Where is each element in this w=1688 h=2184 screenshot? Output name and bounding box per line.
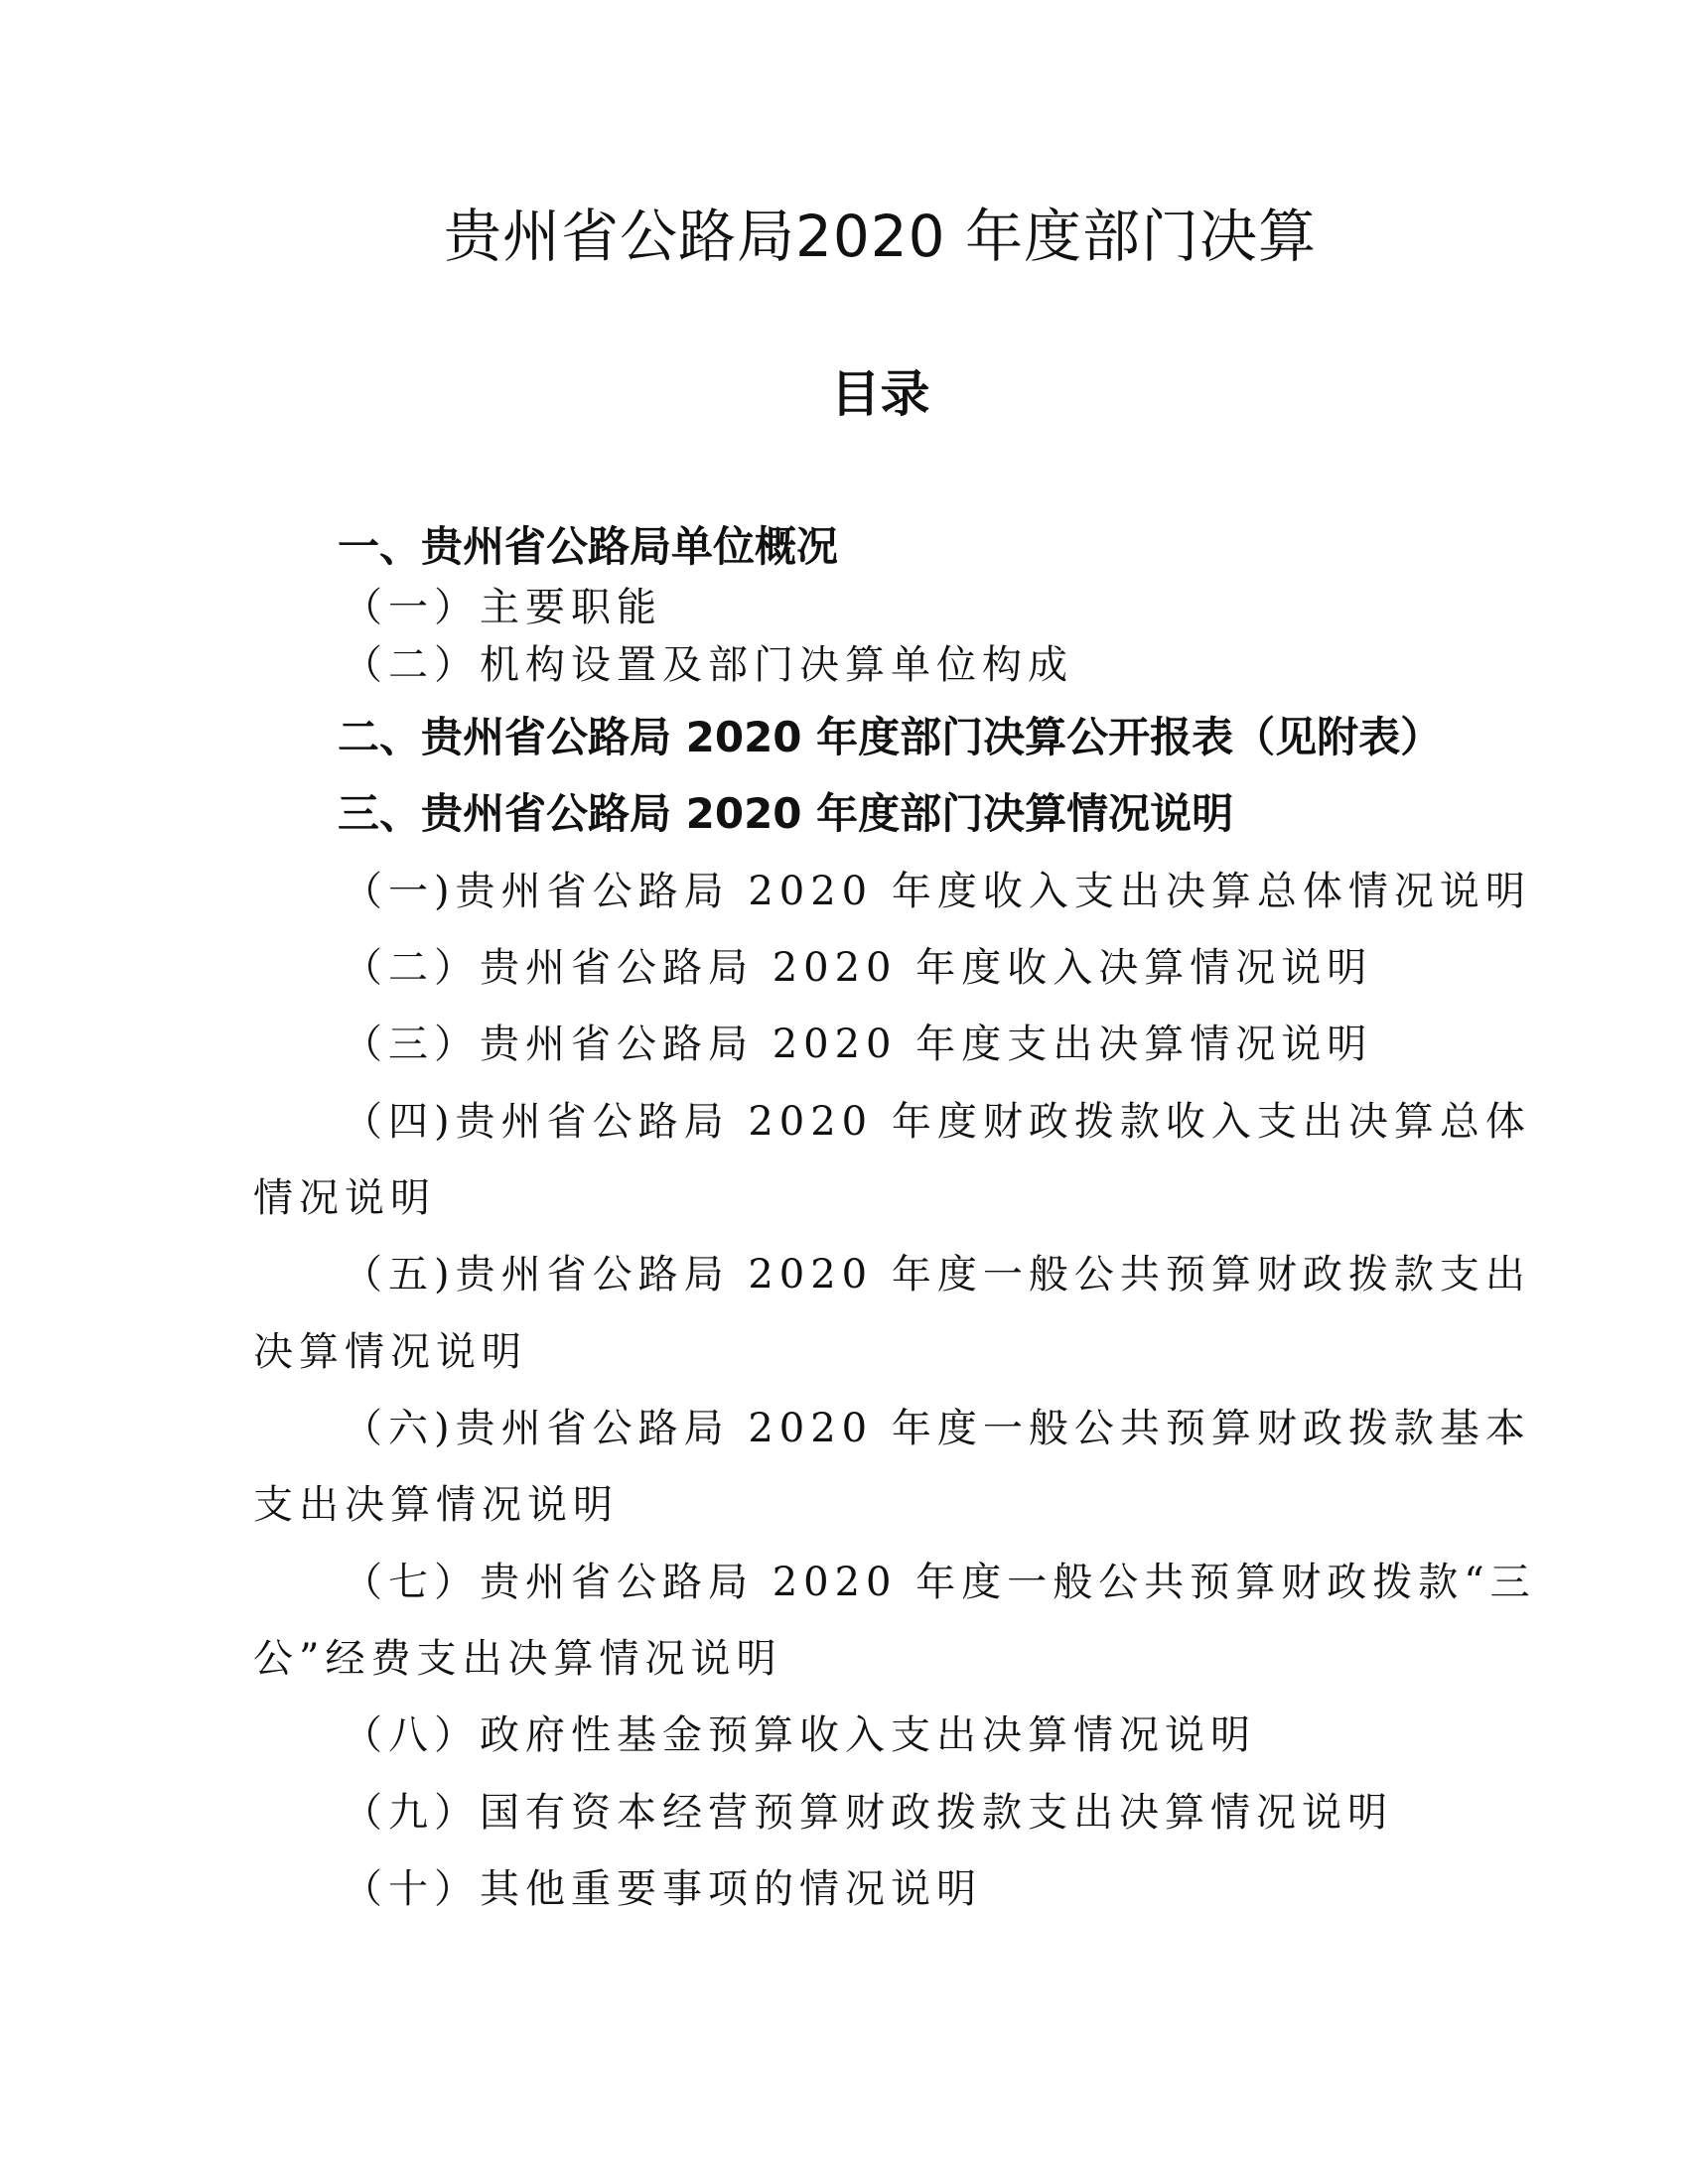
toc-item-3-4-continued[interactable]: 情况说明: [253, 1175, 436, 1221]
toc-section-3[interactable]: 三、贵州省公路局 2020 年度部门决算情况说明: [338, 789, 1234, 838]
toc-item-3-5-continued[interactable]: 决算情况说明: [253, 1329, 527, 1375]
toc-heading: 目录: [830, 365, 930, 423]
toc-item-3-9[interactable]: （九）国有资本经营预算财政拨款支出决算情况说明: [343, 1790, 1393, 1836]
toc-item-3-8[interactable]: （八）政府性基金预算收入支出决算情况说明: [343, 1712, 1256, 1758]
toc-section-2[interactable]: 二、贵州省公路局 2020 年度部门决算公开报表（见附表）: [338, 713, 1443, 761]
toc-item-3-2[interactable]: （二）贵州省公路局 2020 年度收入决算情况说明: [343, 945, 1373, 991]
toc-item-3-1[interactable]: （一)贵州省公路局 2020 年度收入支出决算总体情况说明: [343, 869, 1531, 914]
toc-item-3-3[interactable]: （三）贵州省公路局 2020 年度支出决算情况说明: [343, 1022, 1373, 1067]
toc-item-3-6[interactable]: （六)贵州省公路局 2020 年度一般公共预算财政拨款基本: [343, 1406, 1531, 1451]
toc-item-3-7-continued[interactable]: 公”经费支出决算情况说明: [253, 1636, 782, 1682]
toc-item-3-6-continued[interactable]: 支出决算情况说明: [253, 1482, 619, 1528]
toc-item-3-10[interactable]: （十）其他重要事项的情况说明: [343, 1866, 982, 1912]
toc-item-3-4[interactable]: （四)贵州省公路局 2020 年度财政拨款收入支出决算总体: [343, 1099, 1531, 1145]
toc-item-3-7[interactable]: （七）贵州省公路局 2020 年度一般公共预算财政拨款“三: [343, 1560, 1536, 1605]
toc-item-1-1[interactable]: （一）主要职能: [343, 585, 662, 630]
document-title: 贵州省公路局2020 年度部门决算: [443, 203, 1318, 270]
toc-section-1[interactable]: 一、贵州省公路局单位概况: [338, 522, 839, 571]
toc-item-3-5[interactable]: （五)贵州省公路局 2020 年度一般公共预算财政拨款支出: [343, 1252, 1531, 1297]
toc-item-1-2[interactable]: （二）机构设置及部门决算单位构成: [343, 642, 1073, 688]
